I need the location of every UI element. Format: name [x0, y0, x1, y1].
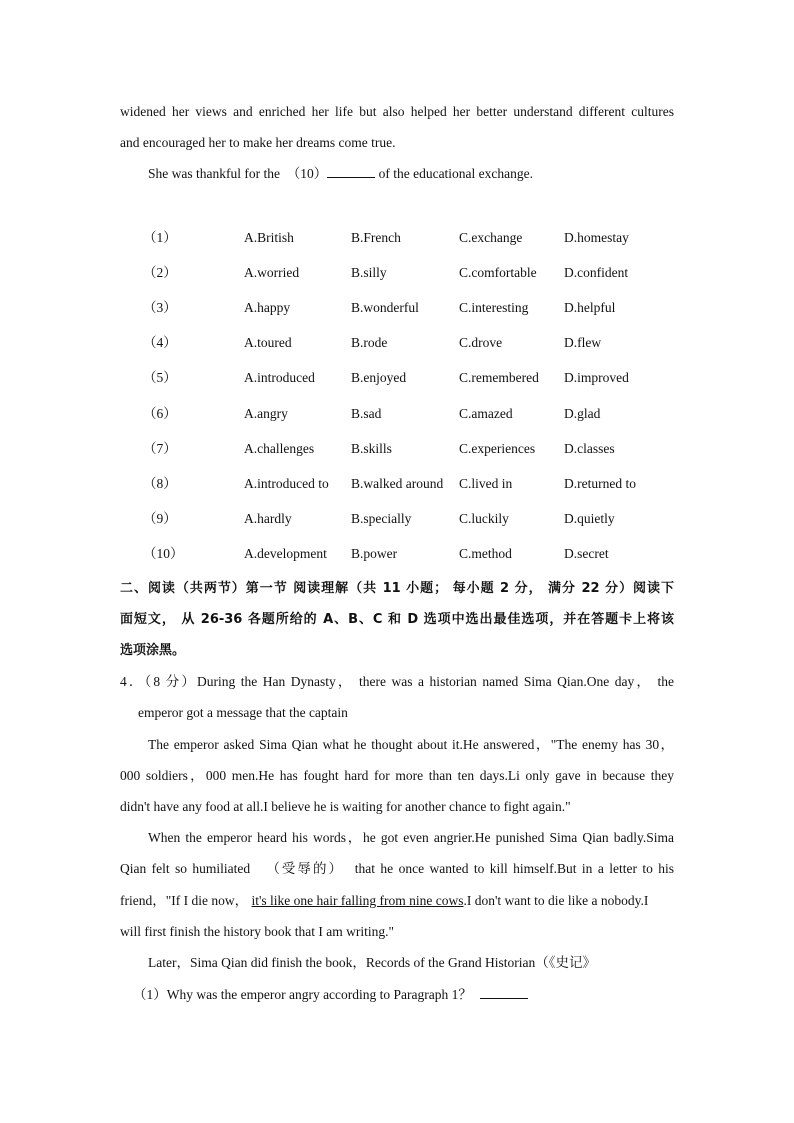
option-number: （2）	[143, 265, 177, 280]
option-number: （3）	[143, 300, 177, 315]
option-b[interactable]: B.French	[351, 230, 401, 245]
answer-blank-10[interactable]	[327, 165, 375, 178]
option-c[interactable]: C.comfortable	[459, 265, 537, 280]
q4-line-7: Qian felt so humiliated （受辱的） that he once wanted to kill himself.But in a letter to his	[120, 861, 674, 876]
option-number: （1）	[143, 230, 177, 245]
option-c[interactable]: C.interesting	[459, 300, 529, 315]
option-b[interactable]: B.enjoyed	[351, 370, 407, 385]
option-d[interactable]: D.flew	[564, 335, 602, 350]
option-number: （4）	[143, 335, 177, 350]
q4-line-1: 4．（8 分）During the Han Dynasty， there was a historian named Sima Qian.One day， the	[120, 674, 674, 689]
option-c[interactable]: C.drove	[459, 335, 503, 350]
underlined-phrase: it's like one hair falling from nine cows	[251, 893, 464, 908]
option-a[interactable]: A.toured	[244, 335, 292, 350]
option-a[interactable]: A.happy	[244, 300, 291, 315]
option-b[interactable]: B.walked around	[351, 476, 444, 491]
q4-question-1	[133, 986, 528, 1004]
option-d[interactable]: D.classes	[564, 441, 615, 456]
q4-line-10: Later，Sima Qian did finish the book，Records of the Grand Historian（《史记》	[148, 955, 597, 970]
option-number: （6）	[143, 406, 177, 421]
option-a[interactable]: A.development	[244, 546, 327, 561]
option-b[interactable]: B.specially	[351, 511, 412, 526]
q4-line-5: didn't have any food at all.I believe he is waiting for another chance to fight again."	[120, 799, 571, 814]
intro-line-3-start: She was thankful for the （10）	[148, 166, 328, 181]
q4-line-9: will first finish the history book that I am writing."	[120, 924, 394, 939]
intro-line-3	[148, 165, 533, 183]
option-number: （8）	[143, 476, 177, 491]
option-b[interactable]: B.power	[351, 546, 398, 561]
q4-question-1-text: （1）Why was the emperor angry according to Paragraph 1？	[133, 987, 472, 1002]
option-d[interactable]: D.returned to	[564, 476, 636, 491]
option-c[interactable]: C.exchange	[459, 230, 523, 245]
option-c[interactable]: C.experiences	[459, 441, 536, 456]
option-a[interactable]: A.challenges	[244, 441, 315, 456]
option-a[interactable]: A.angry	[244, 406, 288, 421]
option-d[interactable]: D.quietly	[564, 511, 615, 526]
option-d[interactable]: D.homestay	[564, 230, 629, 245]
answer-blank-q1[interactable]	[480, 986, 528, 999]
option-d[interactable]: D.helpful	[564, 300, 616, 315]
q4-line-6: When the emperor heard his words，he got even angrier.He punished Sima Qian badly.Sima	[148, 830, 674, 845]
intro-line-3-end: of the educational exchange.	[375, 166, 534, 181]
option-c[interactable]: C.luckily	[459, 511, 509, 526]
option-a[interactable]: A.British	[244, 230, 294, 245]
option-number: （10）	[143, 546, 184, 561]
q4-line-2: emperor got a message that the captain	[138, 705, 348, 720]
q4-line-8-end: .I don't want to die like a nobody.I	[463, 893, 649, 908]
option-b[interactable]: B.skills	[351, 441, 392, 456]
option-number: （5）	[143, 370, 177, 385]
option-c[interactable]: C.remembered	[459, 370, 539, 385]
option-a[interactable]: A.introduced to	[244, 476, 329, 491]
option-d[interactable]: D.confident	[564, 265, 629, 280]
option-c[interactable]: C.lived in	[459, 476, 513, 491]
option-d[interactable]: D.glad	[564, 406, 601, 421]
option-a[interactable]: A.worried	[244, 265, 300, 280]
option-b[interactable]: B.rode	[351, 335, 388, 350]
option-a[interactable]: A.introduced	[244, 370, 315, 385]
option-a[interactable]: A.hardly	[244, 511, 292, 526]
section-2-heading-line-2: 面短文， 从 26-36 各题所给的 A、B、C 和 D 选项中选出最佳选项，并在答题卡上将该	[120, 612, 674, 627]
q4-line-8-start: friend，"If I die now，	[120, 893, 252, 908]
option-c[interactable]: C.method	[459, 546, 512, 561]
option-d[interactable]: D.secret	[564, 546, 609, 561]
q4-line-4: 000 soldiers，000 men.He has fought hard for more than ten days.Li only gave in because they	[120, 768, 674, 783]
option-c[interactable]: C.amazed	[459, 406, 513, 421]
option-number: （9）	[143, 511, 177, 526]
option-number: （7）	[143, 441, 177, 456]
option-b[interactable]: B.sad	[351, 406, 382, 421]
intro-line-1: widened her views and enriched her life but also helped her better understand different cultures	[120, 104, 674, 119]
option-d[interactable]: D.improved	[564, 370, 629, 385]
section-2-heading-line-3: 选项涂黑。	[120, 643, 186, 658]
option-b[interactable]: B.wonderful	[351, 300, 419, 315]
section-2-heading-line-1: 二、阅读（共两节）第一节 阅读理解（共 11 小题； 每小题 2 分， 满分 22 分）阅读下	[120, 581, 674, 596]
intro-line-2: and encouraged her to make her dreams come true.	[120, 135, 396, 150]
q4-line-3: The emperor asked Sima Qian what he thought about it.He answered，"The enemy has 30，	[148, 737, 674, 752]
q4-line-8	[120, 892, 674, 910]
option-b[interactable]: B.silly	[351, 265, 387, 280]
